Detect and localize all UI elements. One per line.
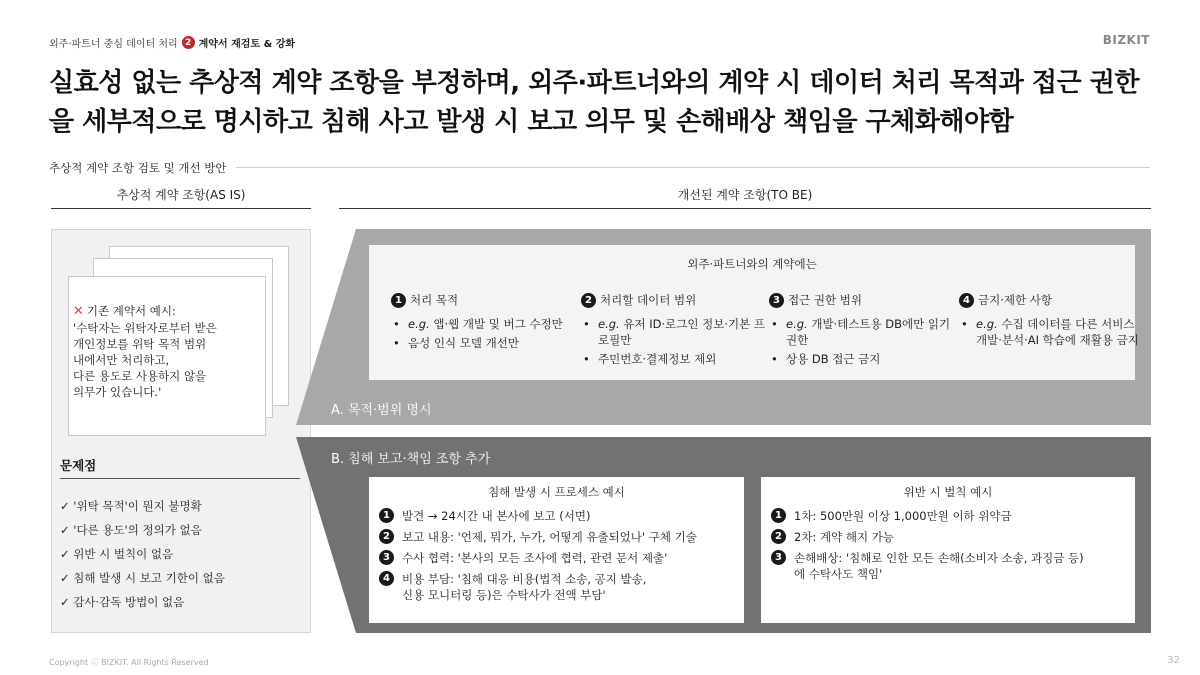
category-bullet bbox=[391, 335, 576, 351]
category-bullet bbox=[959, 316, 1144, 348]
category-title: 접근 권한 범위 bbox=[788, 293, 862, 307]
to-be-header-line bbox=[339, 208, 1151, 209]
number-badge: 3 bbox=[379, 550, 394, 565]
category-bullet-text: 상용 DB 접근 금지 bbox=[786, 352, 881, 366]
breadcrumb-parent: 외주·파트너 중심 데이터 처리 bbox=[49, 39, 178, 50]
problems-divider bbox=[60, 478, 300, 479]
breach-process-title: 침해 발생 시 프로세스 예시 bbox=[488, 485, 625, 499]
list-item bbox=[771, 529, 1135, 545]
category-data-scope bbox=[581, 292, 766, 370]
breadcrumb bbox=[49, 35, 295, 50]
penalty-box bbox=[761, 477, 1135, 623]
category-restrictions bbox=[959, 292, 1144, 351]
number-badge: 3 bbox=[769, 293, 784, 308]
category-bullet bbox=[581, 351, 766, 367]
breach-process-list bbox=[379, 508, 744, 603]
problem-item: ✓ '위탁 목적'이 뭔지 불명확 bbox=[60, 494, 225, 518]
category-bullet-text: 유저 ID·로그인 정보·기본 프로필만 bbox=[598, 317, 765, 347]
list-item-text: 손해배상: '침해로 인한 모든 손해(소비자 소송, 과징금 등) 에 수탁사도 책임' bbox=[794, 551, 1084, 581]
problems-list bbox=[60, 494, 225, 614]
page-title: 실효성 없는 추상적 계약 조항을 부정하며, 외주·파트너와의 계약 시 데이터 처리 목적과 접근 권한을 세부적으로 명시하고 침해 사고 발생 시 보고 의무 및 손해배상 책임을 구체화해야함 bbox=[49, 68, 1139, 137]
number-badge: 4 bbox=[379, 571, 394, 586]
section-a-box-title: 외주·파트너와의 계약에는 bbox=[687, 257, 817, 271]
list-item bbox=[771, 508, 1135, 524]
copyright-text: Copyright ⓒ BIZKIT. All Rights Reserved bbox=[49, 658, 209, 667]
number-badge: 2 bbox=[771, 529, 786, 544]
eg-label: e.g. bbox=[598, 317, 620, 331]
step-number-badge: 2 bbox=[182, 36, 195, 49]
contract-example-title: 기존 계약서 예시: bbox=[86, 304, 176, 318]
category-bullet bbox=[769, 316, 954, 348]
category-bullet bbox=[769, 351, 954, 367]
page-number: 32 bbox=[1167, 655, 1180, 666]
category-bullet bbox=[391, 316, 576, 332]
category-title: 처리할 데이터 범위 bbox=[600, 293, 697, 307]
as-is-header-line bbox=[51, 208, 311, 209]
list-item bbox=[379, 529, 744, 545]
contract-example-quote: '수탁자는 위탁자로부터 받은 개인정보를 위탁 목적 범위 내에서만 처리하고, 다른 용도로 사용하지 않을 의무가 있습니다.' bbox=[73, 321, 217, 399]
section-a-label: A. 목적·범위 명시 bbox=[331, 403, 432, 418]
category-title: 금지·제한 사항 bbox=[978, 293, 1052, 307]
contract-example-card bbox=[68, 276, 266, 436]
list-item bbox=[379, 571, 744, 603]
brand-logo: BIZKIT bbox=[1102, 33, 1150, 47]
to-be-header: 개선된 계약 조항(TO BE) bbox=[677, 188, 813, 202]
category-bullet-text: 음성 인식 모델 개선만 bbox=[408, 336, 519, 350]
category-title: 처리 목적 bbox=[410, 293, 459, 307]
eg-label: e.g. bbox=[976, 317, 998, 331]
breadcrumb-current: 계약서 재검토 & 강화 bbox=[198, 39, 296, 50]
list-item-text: 2차: 계약 해지 가능 bbox=[794, 530, 894, 544]
list-item-text: 수사 협력: '본사의 모든 조사에 협력, 관련 문서 제출' bbox=[402, 551, 668, 565]
eg-label: e.g. bbox=[408, 317, 430, 331]
eg-label: e.g. bbox=[786, 317, 808, 331]
penalty-title: 위반 시 벌칙 예시 bbox=[903, 485, 993, 499]
number-badge: 2 bbox=[379, 529, 394, 544]
category-processing-purpose bbox=[391, 292, 576, 354]
number-badge: 2 bbox=[581, 293, 596, 308]
list-item bbox=[379, 508, 744, 524]
list-item-text: 1차: 500만원 이상 1,000만원 이하 위약금 bbox=[794, 509, 1012, 523]
section-b-label: B. 침해 보고·책임 조항 추가 bbox=[331, 452, 491, 467]
number-badge: 1 bbox=[391, 293, 406, 308]
problems-title: 문제점 bbox=[60, 458, 97, 473]
list-item-text: 보고 내용: '언제, 뭐가, 누가, 어떻게 유출되었나' 구체 기술 bbox=[402, 530, 697, 544]
problem-item: ✓ 위반 시 벌칙이 없음 bbox=[60, 542, 225, 566]
as-is-header: 추상적 계약 조항(AS IS) bbox=[116, 188, 246, 202]
problem-item: ✓ '다른 용도'의 정의가 없음 bbox=[60, 518, 225, 542]
category-bullet-text: 수집 데이터를 다른 서비스 개발·분석·AI 학습에 재활용 금지 bbox=[976, 317, 1139, 347]
number-badge: 1 bbox=[771, 508, 786, 523]
contract-example-title-row bbox=[73, 303, 265, 320]
as-is-panel bbox=[51, 229, 311, 633]
penalty-list bbox=[771, 508, 1135, 582]
breach-process-box bbox=[369, 477, 744, 623]
category-access-scope bbox=[769, 292, 954, 370]
category-bullet-text: 개발·테스트용 DB에만 읽기 권한 bbox=[786, 317, 951, 347]
number-badge: 1 bbox=[379, 508, 394, 523]
section-a-box bbox=[369, 245, 1139, 380]
section-label: 추상적 계약 조항 검토 및 개선 방안 bbox=[49, 160, 236, 176]
category-bullet-text: 앱·웹 개발 및 버그 수정만 bbox=[433, 317, 563, 331]
list-item bbox=[771, 550, 1135, 582]
number-badge: 4 bbox=[959, 293, 974, 308]
list-item-text: 발견 → 24시간 내 본사에 보고 (서면) bbox=[402, 509, 591, 523]
number-badge: 3 bbox=[771, 550, 786, 565]
problem-item: ✓ 감사·감독 방법이 없음 bbox=[60, 590, 225, 614]
list-item bbox=[379, 550, 744, 566]
category-bullet-text: 주민번호·결제정보 제외 bbox=[598, 352, 717, 366]
list-item-text: 비용 부담: '침해 대응 비용(법적 소송, 공지 발송, 신용 모니터링 등)은 수탁사가 전액 부담' bbox=[402, 572, 647, 602]
x-icon: ✕ bbox=[73, 304, 84, 319]
category-bullet bbox=[581, 316, 766, 348]
problem-item: ✓ 침해 발생 시 보고 기한이 없음 bbox=[60, 566, 225, 590]
